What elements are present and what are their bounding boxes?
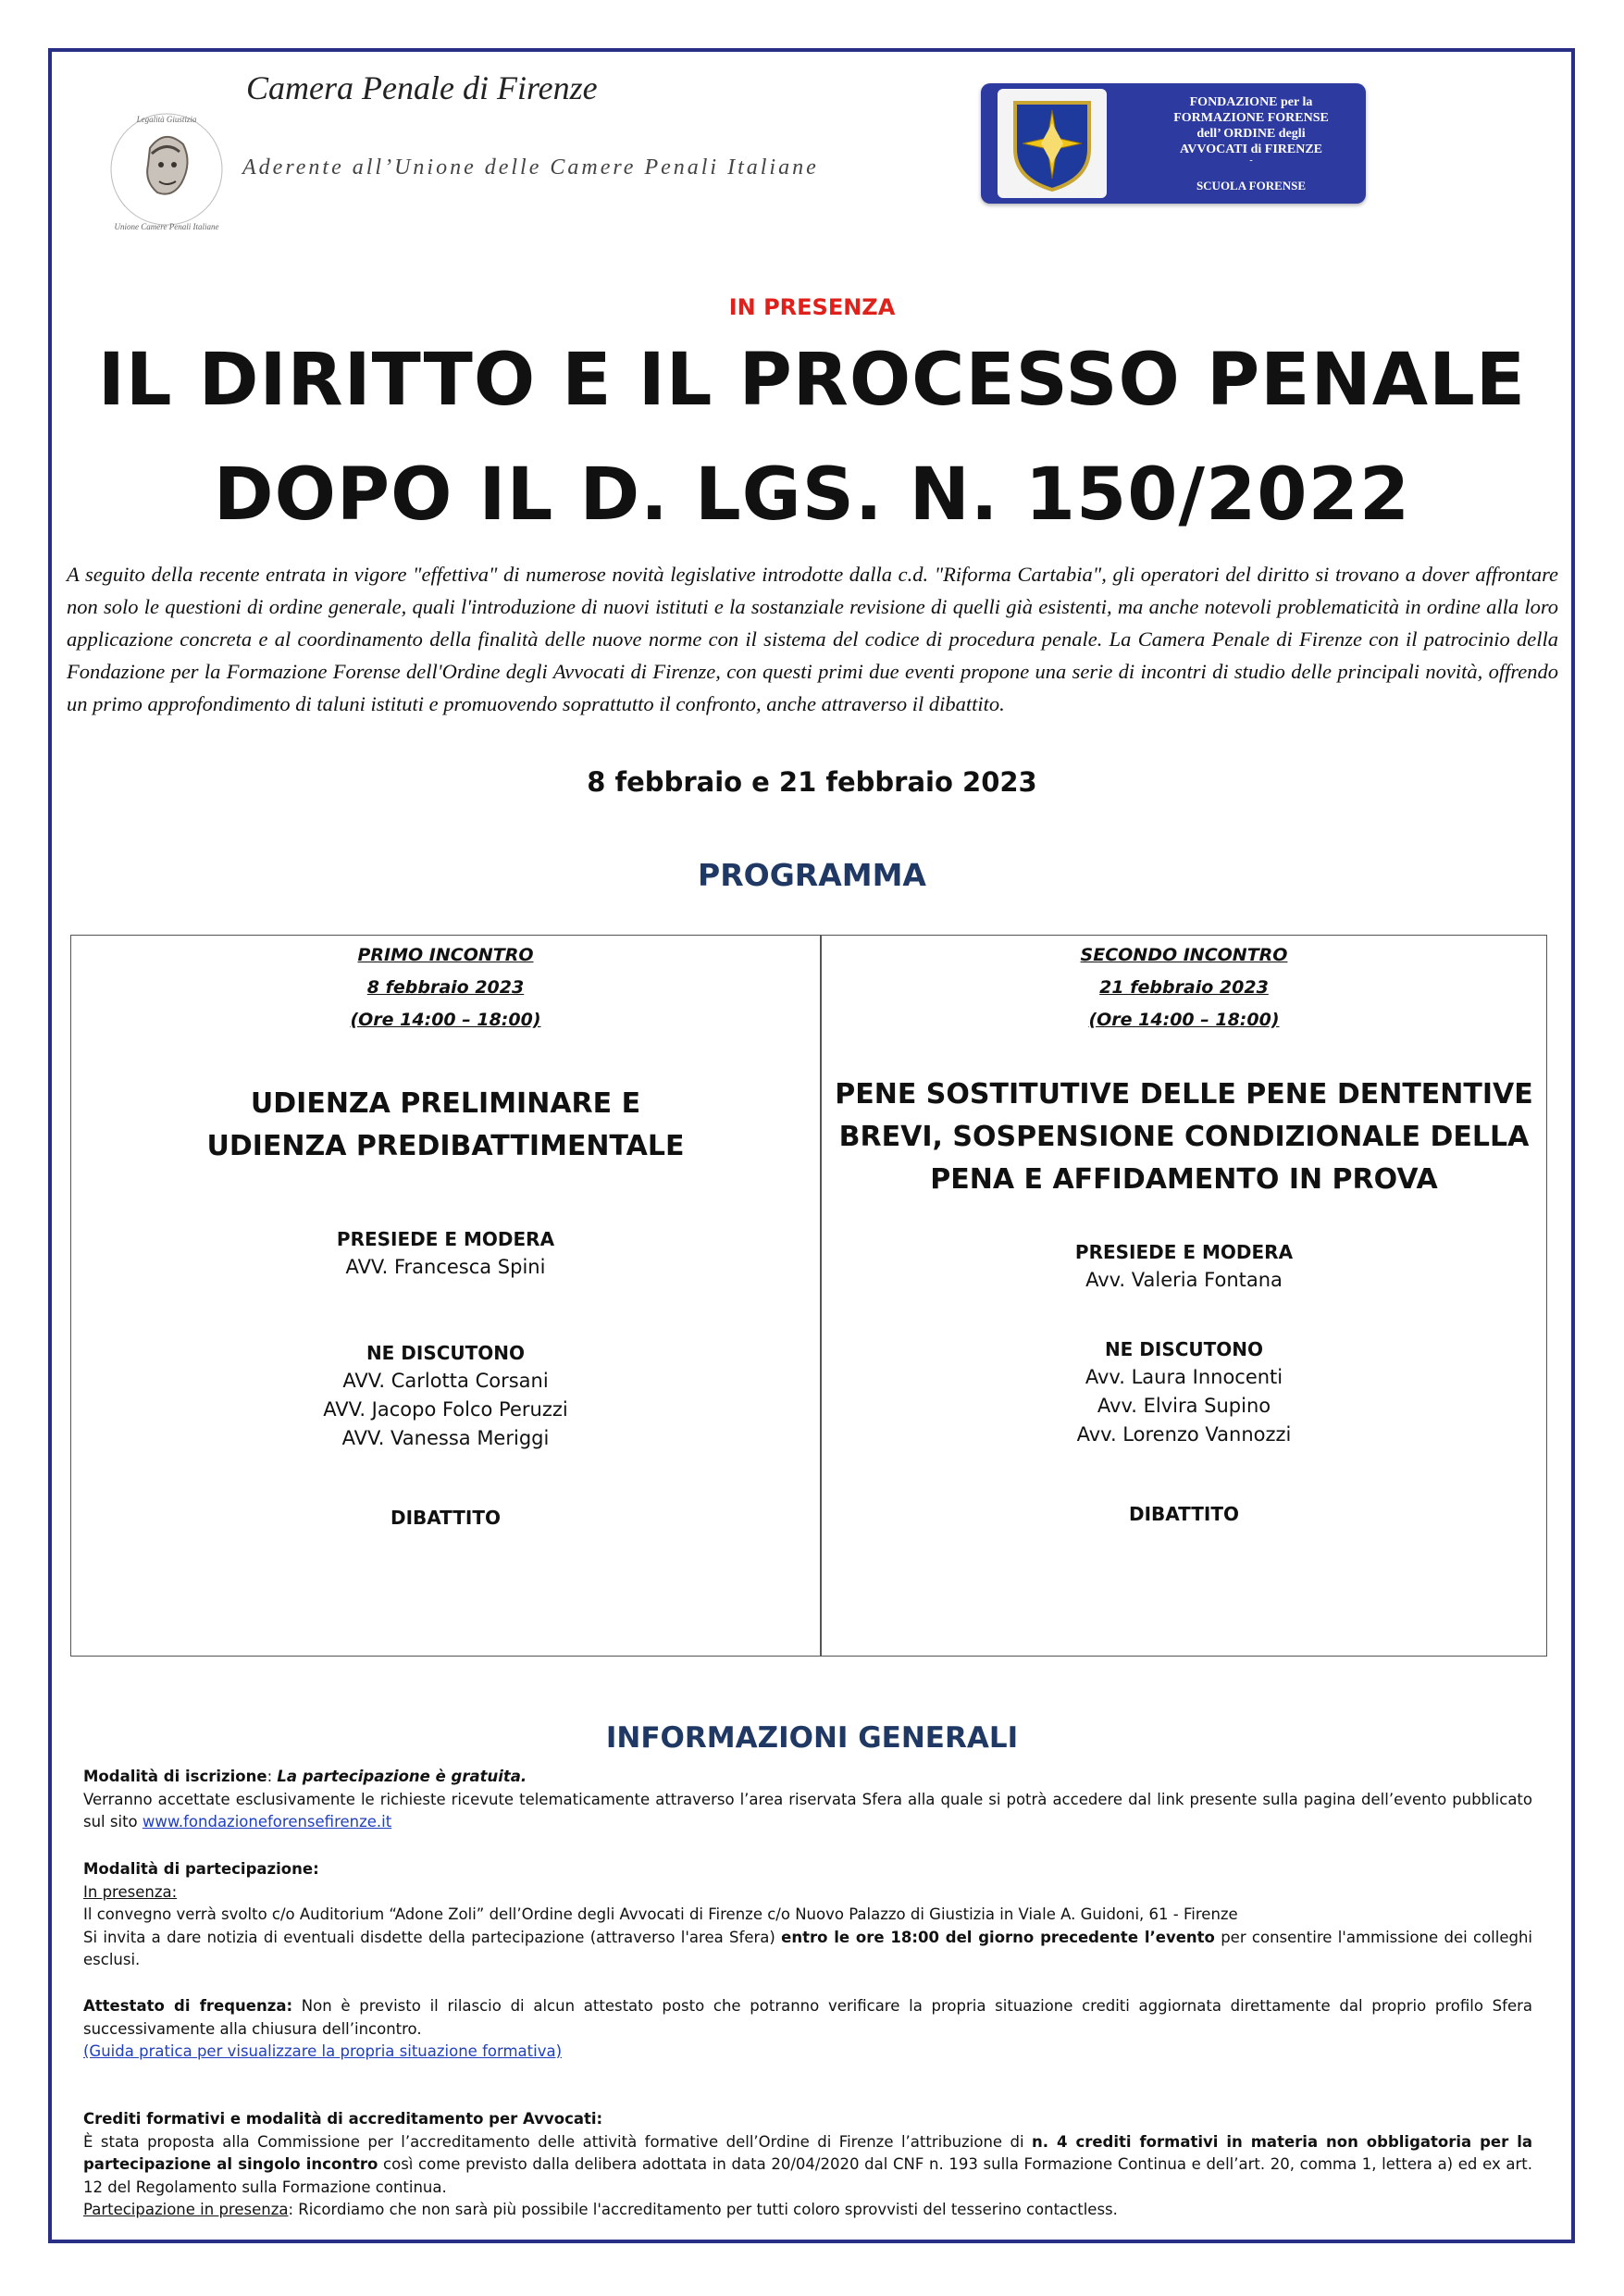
event-title-line2: DOPO IL D. LGS. N. 150/2022 — [213, 453, 1411, 537]
session-time: (Ore 14:00 – 18:00) — [1088, 1010, 1280, 1030]
camera-penale-subtitle: Aderente all’Unione delle Camere Penali Italiane — [242, 155, 819, 180]
event-dates: 8 febbraio e 21 febbraio 2023 — [587, 766, 1037, 798]
compass-star-icon — [1006, 95, 1098, 192]
fondazione-line: AVVOCATI di FIRENZE — [1179, 143, 1322, 156]
fondazione-line: - — [1249, 155, 1253, 166]
attestato-text: Non è previsto il rilascio di alcun attestato posto che potranno verificare la propria situazione crediti aggiornata direttamente dal proprio profilo Sfera successivamente alla chiusura dell’incontro. — [83, 1997, 1533, 2038]
disdette-text-end: per consentire l'ammissione dei colleghi esclusi. — [83, 1928, 1533, 1968]
second-session — [822, 936, 1546, 1656]
chair-name: AVV. Francesca Spini — [345, 1256, 546, 1278]
camera-penale-seal-logo — [93, 100, 241, 239]
dibattito-label: DIBATTITO — [1128, 1503, 1240, 1525]
camera-penale-title: Camera Penale di Firenze — [246, 69, 598, 106]
session-label: PRIMO INCONTRO — [357, 945, 534, 965]
luogo-text: Il convegno verrà svolto c/o Auditorium “Adone Zoli” dell’Ordine degli Avvocati di Firenze c/o Nuovo Palazzo di Giustizia in Viale A. Guidoni, 61 - Firenze — [83, 1905, 1238, 1923]
session-time: (Ore 14:00 – 18:00) — [350, 1010, 541, 1030]
fondazione-badge — [981, 83, 1366, 204]
panel-member: AVV. Vanessa Meriggi — [341, 1427, 550, 1449]
programma-heading: PROGRAMMA — [698, 857, 926, 893]
fondazione-scuola: SCUOLA FORENSE — [1196, 179, 1307, 192]
event-intro: A seguito della recente entrata in vigore "effettiva" di numerose novità legislative introdotte dalla c.d. "Riforma Cartabia", gli operatori del diritto si trovano a dover affrontare non solo le questioni di ordine generale, quali l'introduzione di nuovi istituti e la sostanziale revisione di quelli già esistenti, ma anche notevoli problematicità in ordine alla loro applicazione concreta e al coordinamento della finalità delle nuove norme con il sistema del codice di procedura penale. La Camera Penale di Firenze con il patrocinio della Fondazione per la Formazione Forense dell'Ordine degli Avvocati di Firenze, con questi primi due eventi propone una serie di incontri di studio delle principali novità, offrendo un primo approfondimento di taluni istituti e promuovendo soprattutto il confronto, anche attraverso il dibattito. — [67, 563, 1558, 715]
in-presenza-label: In presenza: — [83, 1882, 178, 1901]
session-label: SECONDO INCONTRO — [1080, 945, 1288, 965]
session-date: 21 febbraio 2023 — [1099, 977, 1269, 998]
panel-member: Avv. Elvira Supino — [1097, 1395, 1271, 1417]
chair-label: PRESIEDE E MODERA — [336, 1228, 555, 1250]
info-heading: INFORMAZIONI GENERALI — [605, 1721, 1019, 1755]
fondazione-line: FONDAZIONE per la — [1189, 95, 1313, 109]
session-title-line: PENA E AFFIDAMENTO IN PROVA — [930, 1163, 1438, 1196]
mode-label: IN PRESENZA — [728, 294, 896, 320]
panel-label: NE DISCUTONO — [1104, 1338, 1264, 1360]
seal-text-bottom: Unione Camere Penali Italiane — [114, 222, 219, 231]
chair-name: Avv. Valeria Fontana — [1085, 1269, 1283, 1291]
fondazione-shield-logo — [998, 89, 1107, 198]
info-iscrizione: Modalità di iscrizione: La partecipazione è gratuita. Verranno accettate esclusivamente le richieste ricevute telematicamente attraverso l’area riservata Sfera alla quale si potrà accedere dal link presente sulla pagina dell’evento pubblicato sul sito www.fondazioneforensefirenze.it — [83, 1768, 1532, 1831]
session-date: 8 febbraio 2023 — [366, 977, 525, 998]
fondazione-text — [1147, 94, 1355, 193]
iscrizione-text: Verranno accettate esclusivamente le richieste ricevute telematicamente attraverso l’area riservata Sfera alla quale si potrà accedere dal link presente sulla pagina dell’evento pubblicato sul sito — [83, 1790, 1532, 1831]
partecipazione-label: Modalità di partecipazione: — [83, 1860, 319, 1878]
contactless-text: : Ricordiamo che non sarà più possibile l'accreditamento per tutti coloro sprovvisti del tesserino contactless. — [288, 2201, 1118, 2218]
disdette-deadline: entro le ore 18:00 del giorno precedente l’evento — [781, 1928, 1215, 1946]
panel-member: Avv. Laura Innocenti — [1085, 1366, 1283, 1388]
iscrizione-value: La partecipazione è gratuita. — [277, 1768, 527, 1785]
info-crediti — [83, 2108, 1532, 2222]
panel-member: AVV. Jacopo Folco Peruzzi — [323, 1398, 568, 1421]
program-table — [70, 935, 1547, 1657]
info-partecipazione — [83, 1858, 1532, 1972]
session-title-line: UDIENZA PREDIBATTIMENTALE — [206, 1130, 685, 1162]
session-title-line: PENE SOSTITUTIVE DELLE PENE DENTENTIVE — [835, 1078, 1533, 1111]
panel-member: Avv. Lorenzo Vannozzi — [1076, 1423, 1292, 1446]
crediti-amount: n. 4 crediti formativi in materia non obbligatoria per la partecipazione al singolo incontro — [83, 2132, 1532, 2173]
dibattito-label: DIBATTITO — [390, 1507, 502, 1529]
crediti-label: Crediti formativi e modalità di accreditamento per Avvocati: — [83, 2110, 603, 2128]
chair-label: PRESIEDE E MODERA — [1074, 1241, 1294, 1263]
first-session — [71, 936, 820, 1656]
info-attestato — [83, 1995, 1532, 2064]
panel-label: NE DISCUTONO — [366, 1342, 526, 1364]
seal-text-top: Legalità Giustizia — [136, 115, 197, 124]
iscrizione-label: Modalità di iscrizione — [83, 1768, 267, 1785]
attestato-label: Attestato di frequenza: — [83, 1997, 293, 2015]
event-title-line1: IL DIRITTO E IL PROCESSO PENALE — [97, 339, 1527, 422]
crediti-text: È stata proposta alla Commissione per l’accreditamento delle attività formative dell’Ordine di Firenze l’attribuzione di — [83, 2132, 1024, 2151]
fondazione-line: dell’ ORDINE degli — [1196, 127, 1306, 141]
crediti-text-end: così come previsto dalla delibera adottata in data 20/04/2020 dal CNF n. 193 sulla Formazione Continua e dell’art. 20, comma 1, lettera a) ed ex art. 12 del Regolamento sulla Formazione continua. — [83, 2155, 1532, 2196]
fondazione-line: FORMAZIONE FORENSE — [1173, 111, 1329, 125]
session-title-line: BREVI, SOSPENSIONE CONDIZIONALE DELLA — [838, 1121, 1530, 1153]
panel-member: AVV. Carlotta Corsani — [342, 1370, 549, 1392]
guida-pratica-link[interactable]: (Guida pratica per visualizzare la propria situazione formativa) — [83, 2042, 563, 2060]
session-title-line: UDIENZA PRELIMINARE E — [250, 1087, 641, 1120]
contactless-label: Partecipazione in presenza — [83, 2201, 289, 2218]
fondazione-website-link[interactable]: www.fondazioneforensefirenze.it — [142, 1813, 392, 1831]
disdette-text: Si invita a dare notizia di eventuali disdette della partecipazione (attraverso l'area Sfera) — [83, 1928, 775, 1946]
